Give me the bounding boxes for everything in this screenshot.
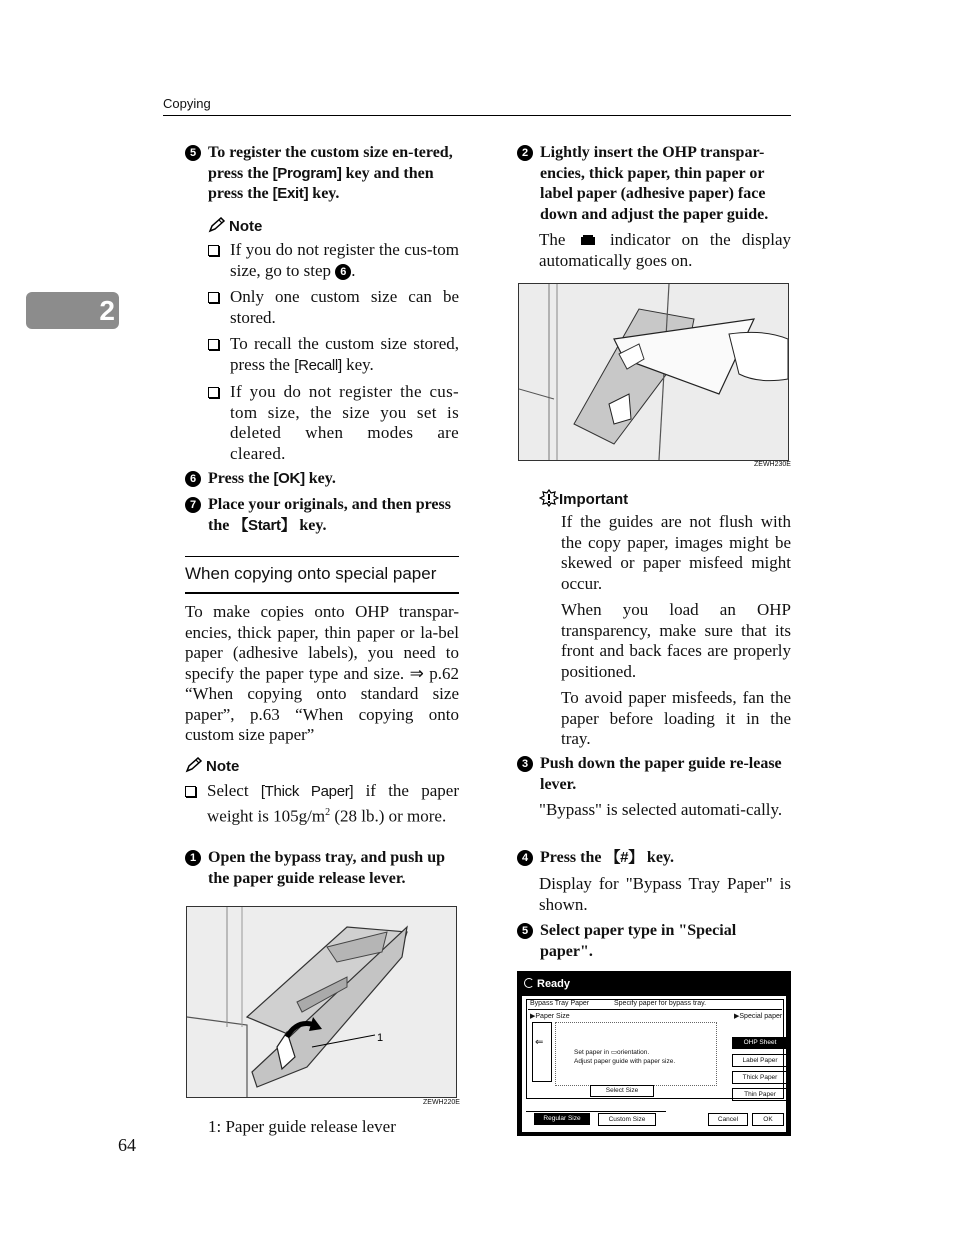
status-bar: Ready	[520, 974, 788, 995]
pencil-icon	[185, 757, 203, 773]
callout-label: 1	[377, 1032, 384, 1044]
ok-button[interactable]: OK	[752, 1113, 784, 1126]
arrow-left-icon: ⇐	[535, 1037, 544, 1048]
message-line-2: Adjust paper guide with paper size.	[574, 1058, 676, 1065]
note-heading: Note	[208, 217, 262, 235]
header-rule	[163, 115, 791, 116]
step-number: 4	[517, 850, 533, 866]
ready-icon	[524, 978, 534, 988]
bypass-tray-drawing	[187, 907, 456, 1097]
running-header: Copying	[163, 96, 211, 111]
note-item: If you do not register the cus-tom size, the size you set is deleted when modes are cleared.	[208, 382, 459, 464]
page-number: 64	[118, 1135, 136, 1155]
step-number: 2	[517, 145, 533, 161]
note-item: Select [Thick Paper] if the paper weight is $105g/m^2$ (28 lb.) or more.	[185, 781, 459, 827]
chapter-tab: 2	[26, 292, 119, 329]
step-3-push-lever: 3 Push down the paper guide re-lease lever.	[517, 754, 791, 795]
thick-paper-button[interactable]: Thick Paper	[732, 1071, 788, 1084]
thick-paper-key: [Thick Paper]	[260, 783, 354, 800]
bypass-indicator-icon	[580, 234, 596, 246]
step-number: 5	[517, 923, 533, 939]
screen-title: Bypass Tray Paper	[530, 1000, 590, 1007]
step-2-body: The indicator on the display automatically goes on.	[539, 230, 791, 270]
pencil-icon	[208, 217, 226, 233]
recall-key: [Recall]	[294, 356, 342, 374]
bypass-tray-illustration	[186, 906, 457, 1098]
exit-key: [Exit]	[272, 185, 309, 202]
ohp-sheet-button[interactable]: OHP Sheet	[732, 1037, 788, 1049]
step-4-body: Display for "Bypass Tray Paper" is shown.	[539, 874, 791, 914]
important-item: When you load an OHP transparency, make sure that its front and back faces are properly positioned.	[561, 600, 791, 681]
section-rule	[185, 592, 459, 594]
important-item: If the guides are not flush with the copy paper, images might be skewed or paper misfeed might occur.	[561, 512, 791, 593]
step-6-press-ok: 6 Press the [OK] key.	[185, 469, 459, 490]
note-item: To recall the custom size stored, press the [Recall] key.	[208, 334, 459, 376]
insert-paper-drawing	[519, 284, 788, 460]
step-number: 7	[185, 497, 201, 513]
program-key: [Program]	[272, 164, 342, 182]
tray-graphic	[532, 1022, 552, 1082]
step-5-select-paper-type: 5 Select paper type in "Special paper".	[517, 921, 791, 962]
paper-size-label: ▶Paper Size	[530, 1013, 570, 1020]
step-number: 3	[517, 756, 533, 772]
step-number: 5	[185, 145, 201, 161]
section-title: When copying onto special paper	[185, 564, 437, 583]
note-item: If you do not register the cus-tom size, go to step 6 .	[208, 240, 459, 281]
intro-paragraph: To make copies onto OHP transpar-encies, thick paper, thin paper or la-bel paper (adhesive labels), you need to specify the paper type and size. ⇒ p.62 “When copying onto standard size paper”, p.63 “When copying onto custom size paper”	[185, 602, 459, 744]
step-2-insert-paper: 2 Lightly insert the OHP transpar-encies, thick paper, thin paper or label paper (adhesive paper) face down and adjust the paper guide.	[517, 143, 791, 225]
ok-key: [OK]	[273, 470, 305, 487]
custom-size-button[interactable]: Custom Size	[598, 1113, 656, 1126]
step-7-place-originals: 7 Place your originals, and then press the 【Start】 key.	[185, 495, 459, 536]
note-heading: Note	[185, 757, 239, 775]
cancel-button[interactable]: Cancel	[708, 1113, 748, 1126]
step-1-open-tray: 1 Open the bypass tray, and push up the paper guide release lever.	[185, 848, 459, 889]
insert-paper-illustration	[518, 283, 789, 461]
figure-code: ZEWH230E	[754, 461, 791, 468]
step-number: 1	[185, 850, 201, 866]
figure-caption: 1: Paper guide release lever	[208, 1117, 396, 1136]
step-number: 6	[185, 471, 201, 487]
label-paper-button[interactable]: Label Paper	[732, 1054, 788, 1067]
note-list	[208, 240, 459, 464]
important-list	[539, 512, 791, 750]
message-line-1: Set paper in ▭orientation.	[574, 1049, 650, 1056]
thin-paper-button[interactable]: Thin Paper	[732, 1088, 788, 1101]
step-ref: 6	[335, 264, 351, 280]
control-panel-screen	[517, 971, 791, 1136]
screen-instruction: Specify paper for bypass tray.	[614, 1000, 707, 1007]
section-rule	[185, 556, 459, 557]
start-key: 【Start】	[233, 516, 296, 534]
select-size-button[interactable]: Select Size	[590, 1085, 654, 1097]
screen-body	[522, 996, 786, 1132]
step-5-register: 5 To register the custom size en-tered, press the [Program] key and then press the [Exit] key.	[185, 143, 459, 205]
figure-code: ZEWH220E	[423, 1099, 460, 1106]
hash-key: 【#】	[605, 849, 643, 866]
regular-size-button[interactable]: Regular Size	[534, 1113, 590, 1125]
important-item: To avoid paper misfeeds, fan the paper before loading it in the tray.	[561, 688, 791, 748]
important-heading: Important	[539, 489, 628, 508]
note-item: Only one custom size can be stored.	[208, 287, 459, 328]
step-4-press-hash: 4 Press the 【#】 key.	[517, 848, 791, 869]
special-paper-label: ▶Special paper	[734, 1013, 783, 1020]
important-icon	[539, 489, 559, 507]
step-3-body: "Bypass" is selected automati-cally.	[539, 800, 783, 819]
